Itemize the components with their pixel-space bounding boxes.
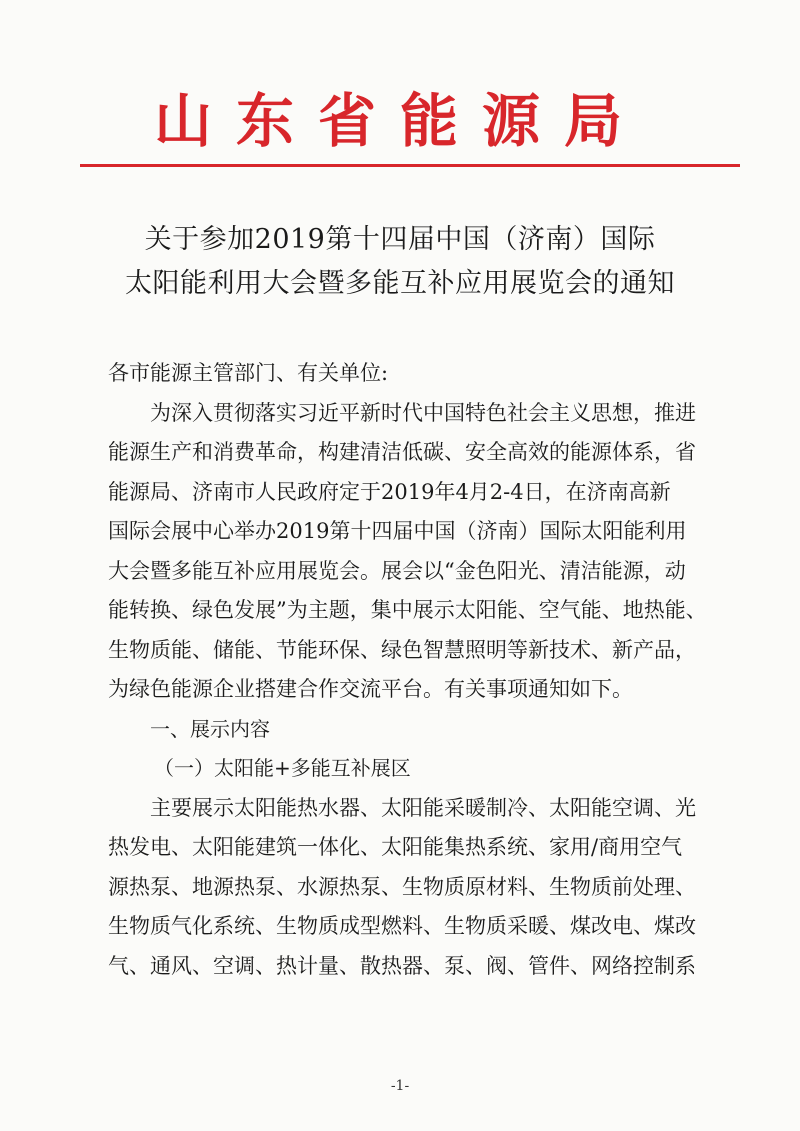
title-line-2: 太阳能利用大会暨多能互补应用展览会的通知: [125, 268, 675, 299]
paragraph-line: 能源生产和消费革命，构建清洁低碳、安全高效的能源体系，省: [108, 440, 696, 464]
paragraph-intro: [108, 394, 718, 710]
title-line-1: 关于参加2019第十四届中国（济南）国际: [144, 224, 656, 255]
paragraph-line: 热发电、太阳能建筑一体化、太阳能集热系统、家用/商用空气: [108, 835, 683, 859]
paragraph-line: 源热泵、地源热泵、水源热泵、生物质原材料、生物质前处理、: [108, 874, 696, 899]
paragraph-line: 能源局、济南市人民政府定于2019年4月2-4日，在济南高新: [108, 479, 671, 504]
paragraph-line: 气、通风、空调、热计量、散热器、泵、阀、管件、网络控制系: [108, 953, 696, 978]
paragraph-line: 能转换、绿色发展”为主题，集中展示太阳能、空气能、地热能、: [108, 598, 707, 622]
salutation: 各市能源主管部门、有关单位:: [108, 361, 389, 385]
paragraph-line: 大会暨多能互补应用展览会。展会以“金色阳光、清洁能源，动: [108, 558, 686, 583]
document-title: [60, 218, 740, 306]
paragraph-line: 国际会展中心举办2019第十四届中国（济南）国际太阳能利用: [108, 519, 687, 543]
issuing-authority-header: 山东省能源局: [153, 87, 646, 155]
paragraph-exhibits: [108, 789, 718, 987]
paragraph-line: 主要展示太阳能热水器、太阳能采暖制冷、太阳能空调、光: [150, 795, 696, 820]
page-number: -1-: [390, 1078, 410, 1094]
header-red-rule: [80, 164, 740, 167]
section-heading: 一、展示内容: [150, 716, 270, 741]
paragraph-line: 生物质能、储能、节能环保、绿色智慧照明等新技术、新产品，: [108, 637, 696, 662]
paragraph-line: 生物质气化系统、生物质成型燃料、生物质采暖、煤改电、煤改: [108, 914, 696, 938]
paragraph-line: 为绿色能源企业搭建合作交流平台。有关事项通知如下。: [108, 677, 633, 701]
subsection-heading: （一）太阳能+多能互补展区: [154, 756, 411, 780]
paragraph-line: 为深入贯彻落实习近平新时代中国特色社会主义思想，推进: [150, 400, 696, 425]
document-body: [108, 354, 718, 986]
